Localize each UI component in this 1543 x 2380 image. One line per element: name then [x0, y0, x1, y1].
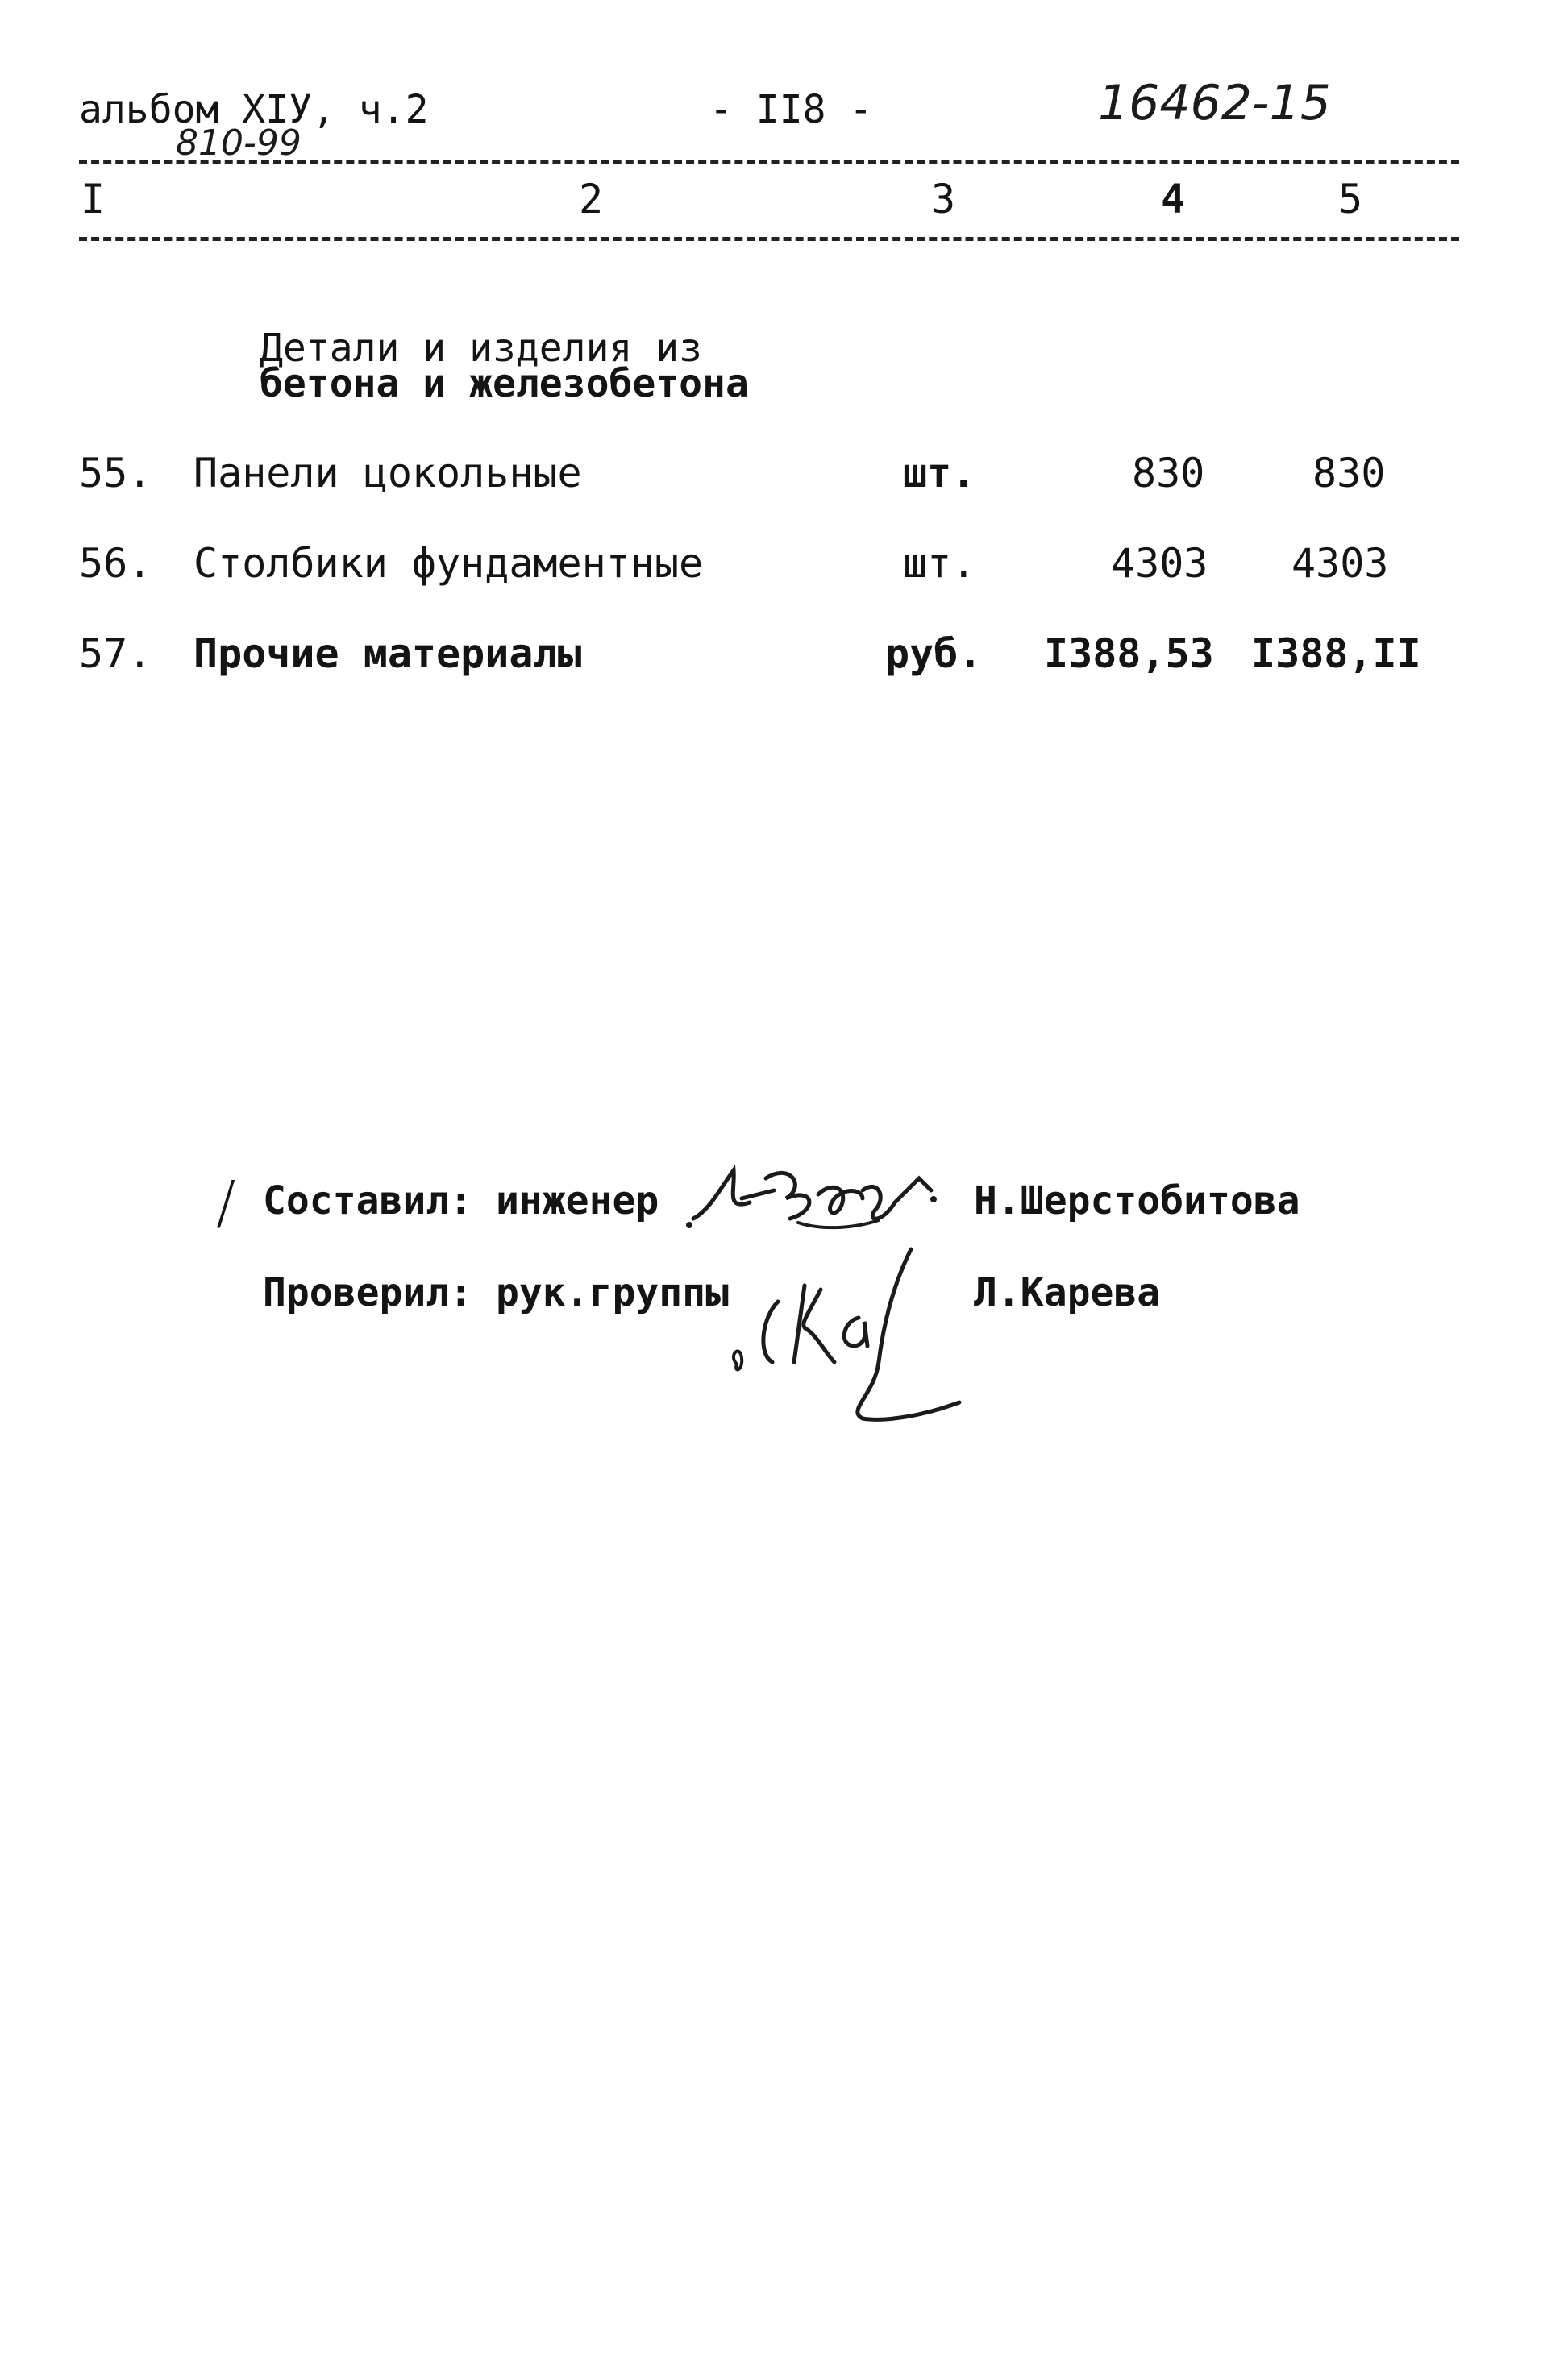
page-number: - II8 - — [709, 87, 873, 132]
compiled-by-name: Н.Шерстобитова — [974, 1178, 1300, 1223]
row-col5: 830 — [1312, 450, 1386, 496]
row-name: Столбики фундаментные — [193, 540, 704, 587]
checked-by-label: Проверил: рук.группы — [263, 1270, 729, 1315]
row-number: 55. — [79, 450, 152, 496]
row-col5: I388,II — [1251, 630, 1421, 677]
signature-slash: / — [216, 1169, 236, 1236]
bottom-dashed-rule — [79, 237, 1459, 241]
compiled-by-label: Составил: инженер — [263, 1178, 659, 1223]
row-col4: 4303 — [1111, 540, 1208, 587]
row-unit: шт. — [903, 450, 976, 496]
row-col4: I388,53 — [1044, 630, 1214, 677]
row-name: Прочие материалы — [193, 630, 582, 677]
column-number-4: 4 — [1161, 176, 1186, 222]
row-name: Панели цокольные — [193, 450, 582, 496]
column-number-2: 2 — [579, 176, 604, 222]
row-col4: 830 — [1132, 450, 1205, 496]
row-unit: руб. — [885, 630, 983, 677]
column-number-3: 3 — [931, 176, 956, 222]
top-dashed-rule — [79, 160, 1459, 164]
checked-by-name: Л.Карева — [974, 1270, 1161, 1315]
handwritten-document-code: 16462-15 — [1098, 75, 1331, 131]
section-title-line-2: бетона и железобетона — [260, 361, 749, 406]
row-unit: шт. — [903, 540, 976, 587]
section-title-line-1: Детали и изделия из — [260, 326, 703, 371]
handwritten-sub-code: 810-99 — [176, 123, 302, 164]
compiled-signature-image — [677, 1154, 943, 1251]
row-col5: 4303 — [1291, 540, 1389, 587]
row-number: 57. — [79, 630, 152, 677]
column-number-5: 5 — [1338, 176, 1363, 222]
column-number-1: I — [81, 176, 106, 222]
checked-signature-image — [717, 1241, 984, 1427]
row-number: 56. — [79, 540, 152, 587]
album-reference: альбом XIУ, ч.2 — [79, 87, 429, 132]
